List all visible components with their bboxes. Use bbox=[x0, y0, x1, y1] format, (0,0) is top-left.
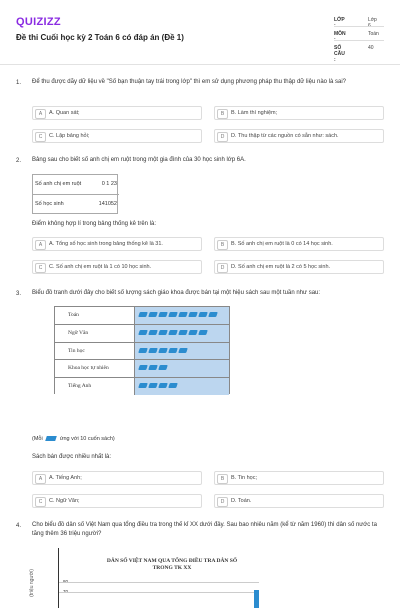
y-axis bbox=[58, 548, 59, 608]
meta-value: Lớp bbox=[368, 17, 377, 23]
pictogram-row bbox=[55, 359, 229, 377]
option-a[interactable] bbox=[32, 106, 202, 120]
pictogram-subject: Khoa học tự nhiên bbox=[55, 360, 135, 377]
option-label: B. Số anh chị em ruột là 0 có 14 học sinh. bbox=[231, 241, 333, 247]
question-subtext: Điểm không hợp lí trong bảng thống kê trên là: bbox=[32, 221, 157, 227]
book-icon bbox=[45, 436, 57, 441]
book-icon bbox=[198, 330, 208, 335]
question-subtext: Sách bán được nhiều nhất là: bbox=[32, 454, 112, 460]
y-axis-label: (triệu người) bbox=[28, 569, 35, 597]
book-icon bbox=[138, 348, 148, 353]
question-number: 4. bbox=[16, 523, 22, 529]
book-icon bbox=[158, 348, 168, 353]
option-letter: C bbox=[35, 263, 46, 273]
book-icon bbox=[178, 348, 188, 353]
option-letter: D bbox=[217, 497, 228, 507]
pictogram-row bbox=[55, 324, 229, 342]
book-icon bbox=[138, 365, 148, 370]
pictogram-row bbox=[55, 377, 229, 395]
question-number: 1. bbox=[16, 80, 22, 86]
book-icon bbox=[158, 383, 168, 388]
pictogram-legend bbox=[32, 436, 115, 442]
pictogram-subject: Tiếng Anh bbox=[55, 378, 135, 395]
option-b[interactable] bbox=[214, 471, 384, 485]
book-icon bbox=[168, 383, 178, 388]
question-text: Biểu đồ tranh dưới đây cho biết số lượng sách giáo khoa được bán tại một hiệu sách sau một tuần như sau: bbox=[32, 290, 321, 296]
option-label: A. Tiếng Anh; bbox=[49, 475, 82, 481]
option-label: D. Thu thập từ các nguồn có sẵn như: sách. bbox=[231, 133, 339, 139]
option-letter: C bbox=[35, 132, 46, 142]
option-label: C. Lập bảng hỏi; bbox=[49, 133, 90, 139]
option-b[interactable] bbox=[214, 237, 384, 251]
question-number: 2. bbox=[16, 158, 22, 164]
meta-key: LỚP bbox=[334, 17, 345, 23]
option-letter: B bbox=[217, 474, 228, 484]
question-number: 3. bbox=[16, 291, 22, 297]
book-icon bbox=[178, 312, 188, 317]
table-cell: Số học sinh bbox=[35, 201, 64, 207]
document-title: Đề thi Cuối học kỳ 2 Toán 6 có đáp án (Đề 1) bbox=[16, 33, 184, 42]
table-cell: 141052 bbox=[98, 201, 117, 207]
table-cell: 0 1 23 bbox=[101, 181, 117, 187]
quizizz-logo: QUIZIZZ bbox=[16, 16, 61, 28]
option-b[interactable] bbox=[214, 106, 384, 120]
option-a[interactable] bbox=[32, 471, 202, 485]
book-icon bbox=[158, 365, 168, 370]
population-chart bbox=[28, 548, 282, 608]
book-icon bbox=[148, 365, 158, 370]
book-icon bbox=[168, 348, 178, 353]
question-text: Cho biểu đồ dân số Việt Nam qua tổng điều tra trong thế kỉ XX dưới đây. Sau bao nhiêu năm (kể từ năm 1960) thì dân số nước ta tăng thêm 36 triệu người? bbox=[32, 522, 377, 537]
option-letter: D bbox=[217, 263, 228, 273]
gridline bbox=[59, 582, 259, 583]
option-label: D. Số anh chị em ruột là 2 có 5 học sinh. bbox=[231, 264, 331, 270]
option-letter: A bbox=[35, 109, 46, 119]
meta-value: 40 bbox=[368, 45, 374, 51]
book-icon bbox=[208, 312, 218, 317]
divider bbox=[334, 26, 384, 27]
option-label: A. Quan sát; bbox=[49, 110, 80, 116]
book-icon bbox=[188, 312, 198, 317]
option-d[interactable] bbox=[214, 494, 384, 508]
pictogram-books bbox=[135, 360, 229, 377]
chart-bar bbox=[254, 590, 259, 608]
pictogram-row bbox=[55, 307, 229, 324]
option-c[interactable] bbox=[32, 494, 202, 508]
book-icon bbox=[148, 330, 158, 335]
table-row bbox=[33, 175, 119, 195]
table-row bbox=[33, 194, 119, 215]
book-icon bbox=[198, 312, 208, 317]
page-header bbox=[0, 0, 400, 65]
question-text: Bảng sau cho biết số anh chị em ruột trong một gia đình của 30 học sinh lớp 6A. bbox=[32, 157, 246, 163]
meta-value: Toán bbox=[368, 31, 379, 37]
gridline bbox=[59, 592, 259, 593]
legend-prefix: (Mỗi bbox=[32, 436, 43, 442]
book-icon bbox=[188, 330, 198, 335]
pictogram-books bbox=[135, 325, 229, 342]
pictogram-books bbox=[135, 307, 229, 324]
stats-table bbox=[32, 174, 118, 214]
pictogram-books bbox=[135, 343, 229, 360]
option-label: B. Tin học; bbox=[231, 475, 257, 481]
book-icon bbox=[138, 312, 148, 317]
legend-suffix: ứng với 10 cuốn sách) bbox=[59, 436, 115, 442]
meta-key: SỐ CÂU : bbox=[334, 45, 345, 63]
book-icon bbox=[148, 383, 158, 388]
option-a[interactable] bbox=[32, 237, 202, 251]
option-letter: C bbox=[35, 497, 46, 507]
book-icon bbox=[148, 312, 158, 317]
option-letter: D bbox=[217, 132, 228, 142]
option-letter: A bbox=[35, 474, 46, 484]
option-c[interactable] bbox=[32, 129, 202, 143]
option-c[interactable] bbox=[32, 260, 202, 274]
book-icon bbox=[178, 330, 188, 335]
pictogram-subject: Tin học bbox=[55, 343, 135, 360]
option-label: D. Toán. bbox=[231, 498, 252, 504]
book-icon bbox=[138, 383, 148, 388]
book-icon bbox=[148, 348, 158, 353]
chart-title: DÂN SỐ VIỆT NAM QUA TỔNG ĐIỀU TRA DÂN SỐ TRONG TK XX bbox=[106, 558, 238, 571]
book-icon bbox=[138, 330, 148, 335]
table-cell: Số anh chị em ruột bbox=[35, 181, 82, 187]
pictogram-subject: Toán bbox=[55, 307, 135, 324]
option-d[interactable] bbox=[214, 129, 384, 143]
divider bbox=[334, 40, 384, 41]
option-label: A. Tổng số học sinh trong bảng thống kê là 31. bbox=[49, 241, 163, 247]
book-icon bbox=[158, 312, 168, 317]
option-label: C. Ngữ Văn; bbox=[49, 498, 80, 504]
option-label: B. Làm thí nghiệm; bbox=[231, 110, 278, 116]
option-label: C. Số anh chị em ruột là 1 có 10 học sinh. bbox=[49, 264, 152, 270]
pictogram-chart bbox=[54, 306, 230, 394]
pictogram-books bbox=[135, 378, 229, 395]
book-icon bbox=[168, 330, 178, 335]
book-icon bbox=[158, 330, 168, 335]
meta-key: MÔN bbox=[334, 31, 346, 37]
option-d[interactable] bbox=[214, 260, 384, 274]
pictogram-row bbox=[55, 342, 229, 360]
option-letter: A bbox=[35, 240, 46, 250]
option-letter: B bbox=[217, 240, 228, 250]
option-letter: B bbox=[217, 109, 228, 119]
book-icon bbox=[168, 312, 178, 317]
question-text: Để thu được dãy dữ liệu về "Số bạn thuận tay trái trong lớp" thì em sử dụng phương pháp thu thập dữ liệu nào là sai? bbox=[32, 79, 347, 85]
pictogram-subject: Ngữ Văn bbox=[55, 325, 135, 342]
